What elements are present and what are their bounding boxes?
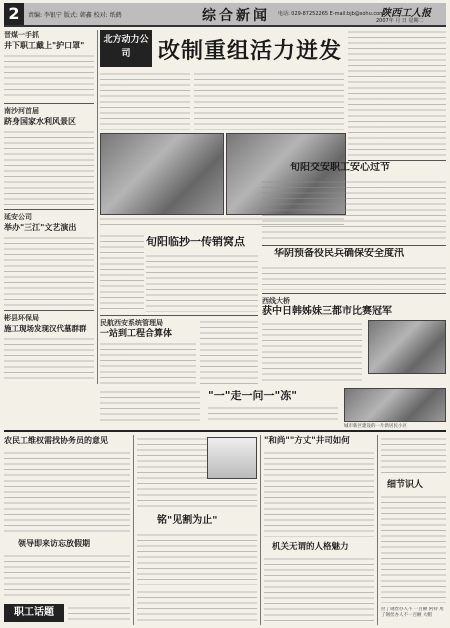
article-photo <box>368 320 446 374</box>
photo-caption: 拉了钢丝办人不 一百额 阿特 用了钢丝办人不一百额 大帽 <box>381 607 444 618</box>
article-headline: 施工现场发现汉代墓群群 <box>4 324 87 333</box>
article-body <box>264 449 374 537</box>
article-tag: 民航西安系统管理局 <box>100 319 163 327</box>
article-body <box>4 128 94 206</box>
section-banner: 职工话题 <box>4 604 64 622</box>
divider <box>4 103 94 104</box>
column-rule <box>133 435 134 625</box>
section-divider <box>4 430 446 432</box>
article-headline: "一"走一问一"冻" <box>208 390 297 402</box>
middle-article-1 <box>100 232 258 312</box>
bottom-article-1 <box>4 435 130 535</box>
right-article-2 <box>262 248 446 290</box>
middle-article-2b <box>200 318 258 384</box>
article-headline: 举办"三江"文艺演出 <box>4 223 77 232</box>
lead-headline-block <box>100 28 345 68</box>
article-headline: 旬阳交安职工安心过节 <box>290 162 390 173</box>
masthead <box>4 3 446 27</box>
article-body <box>4 449 130 535</box>
lead-headline: 改制重组活力迸发 <box>158 39 343 64</box>
article-body <box>4 552 130 600</box>
article-tag: 延安公司 <box>4 213 32 221</box>
lead-intro <box>100 70 190 130</box>
article-body <box>262 320 362 384</box>
article-headline: 华阴预备役民兵确保安全度汛 <box>274 248 404 259</box>
bottom-article-4 <box>264 435 374 625</box>
article-body <box>100 388 200 422</box>
article-body <box>146 252 258 312</box>
article-headline: 铭"见割为止" <box>157 515 218 526</box>
column-rule <box>97 30 98 384</box>
divider <box>262 245 446 246</box>
middle-article-3 <box>100 388 446 422</box>
middle-article-2 <box>100 318 196 384</box>
divider <box>100 315 258 316</box>
divider <box>348 160 446 161</box>
article-body <box>4 234 94 307</box>
company-badge: 北方动力公司 <box>100 30 152 67</box>
article-body <box>4 335 94 383</box>
article-headline: 井下职工戴上"护口罩" <box>4 41 85 50</box>
divider <box>262 293 446 294</box>
article-tag: 晋煤一手抓 <box>4 31 39 39</box>
paper-date: 2007年 月 日 星期二 <box>376 18 424 24</box>
column-rule <box>260 435 261 625</box>
article-headline: 细节识人 <box>387 480 424 490</box>
divider <box>4 310 94 311</box>
article-photo <box>344 388 446 422</box>
editor-meta: 责编: 李银宁 版式: 韩鑫 校对: 纸鹤 <box>28 12 122 19</box>
right-article-3 <box>262 296 446 384</box>
lead-photo-1 <box>100 133 224 215</box>
article-tag: 南沙河首届 <box>4 107 39 115</box>
article-headline: 领导即来访忘放假期 <box>18 539 90 548</box>
article-body <box>262 178 446 242</box>
left-article-4 <box>4 313 94 383</box>
left-article-3 <box>4 212 94 307</box>
article-body <box>137 531 257 585</box>
article-body <box>264 555 374 625</box>
bottom-article-3 <box>137 435 257 585</box>
article-body <box>4 52 94 100</box>
cartoon-illustration <box>207 437 257 479</box>
article-body <box>262 264 446 290</box>
lead-body <box>194 70 344 130</box>
article-tag: 彬县环保局 <box>4 314 39 322</box>
article-headline: 一站到工程合算体 <box>100 329 173 339</box>
article-tag: 西线大桥 <box>262 297 290 305</box>
contact-info: 电话: 029-87252265 E-mail:bjb@sohu.com <box>278 11 385 17</box>
lead-continuation <box>348 28 446 158</box>
article-body <box>100 340 196 384</box>
article-headline: "和尚""方丈"井司如何 <box>264 436 350 446</box>
article-headline: 获中日韩姊妹三都市比赛冠军 <box>262 306 392 317</box>
article-body <box>381 493 446 603</box>
bottom-article-5 <box>381 435 446 625</box>
article-headline: 跻身国家水利风景区 <box>4 117 76 126</box>
left-article-2 <box>4 106 94 206</box>
column-rule <box>377 435 378 625</box>
left-article-1 <box>4 30 94 100</box>
bottom-article-2 <box>4 538 130 600</box>
article-headline: 农民工维权需找协务员的意见 <box>4 436 108 445</box>
article-headline: 机关无谓的人格魅力 <box>272 542 349 552</box>
article-body <box>381 435 446 475</box>
article-headline: 旬阳临抄一传销窝点 <box>146 236 245 248</box>
photo-caption: 城市新区建设的一片新居民小区 <box>344 424 407 429</box>
article-body <box>208 404 338 422</box>
divider <box>4 209 94 210</box>
article-body <box>100 232 144 312</box>
section-title: 综合新闻 <box>202 8 270 24</box>
page-number: 2 <box>4 3 24 25</box>
paper-name: 陕西工人报 <box>381 8 431 19</box>
right-article-1 <box>262 162 446 242</box>
article-body <box>68 604 130 624</box>
article-body <box>137 588 257 624</box>
